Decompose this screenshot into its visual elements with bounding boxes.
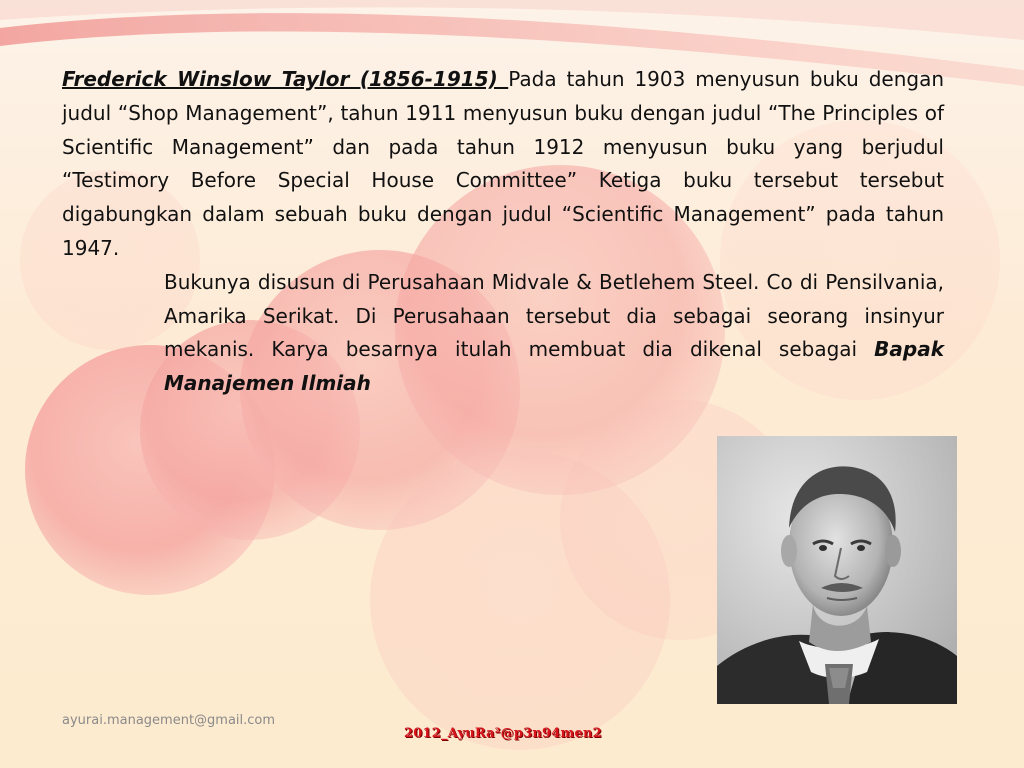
paragraph-career-text: Bukunya disusun di Perusahaan Midvale & Betlehem Steel. Co di Pensilvania, Amarika Serikat. Di Perusahaan tersebut dia sebagai seorang insinyur mekanis. Karya besarnya itulah membuat dia dikenal sebagai xyxy=(164,269,944,362)
portrait-photo xyxy=(717,436,957,704)
footer-email: ayurai.management@gmail.com xyxy=(62,713,276,728)
portrait-illustration xyxy=(717,436,957,704)
paragraph-biography-text: Pada tahun 1903 menyusun buku dengan judul “Shop Management”, tahun 1911 menyusun buku dengan judul “The Principles of Scientific Management” dan pada tahun 1912 menyusun buku yang berjudul “Testimory Before Special House Committee” Ketiga buku tersebut tersebut digabungkan dalam sebuah buku dengan judul “Scientific Management” pada tahun 1947. xyxy=(62,67,944,260)
title-emphasis: Bapak Manajemen Ilmiah xyxy=(164,337,944,396)
paragraph-career xyxy=(164,266,944,401)
slide-body xyxy=(62,63,944,401)
paragraph-biography xyxy=(62,63,944,266)
person-name-heading: Frederick Winslow Taylor (1856-1915) xyxy=(62,67,509,91)
footer-tag: 2012_AyuRa²@p3n94men2 xyxy=(404,726,602,741)
